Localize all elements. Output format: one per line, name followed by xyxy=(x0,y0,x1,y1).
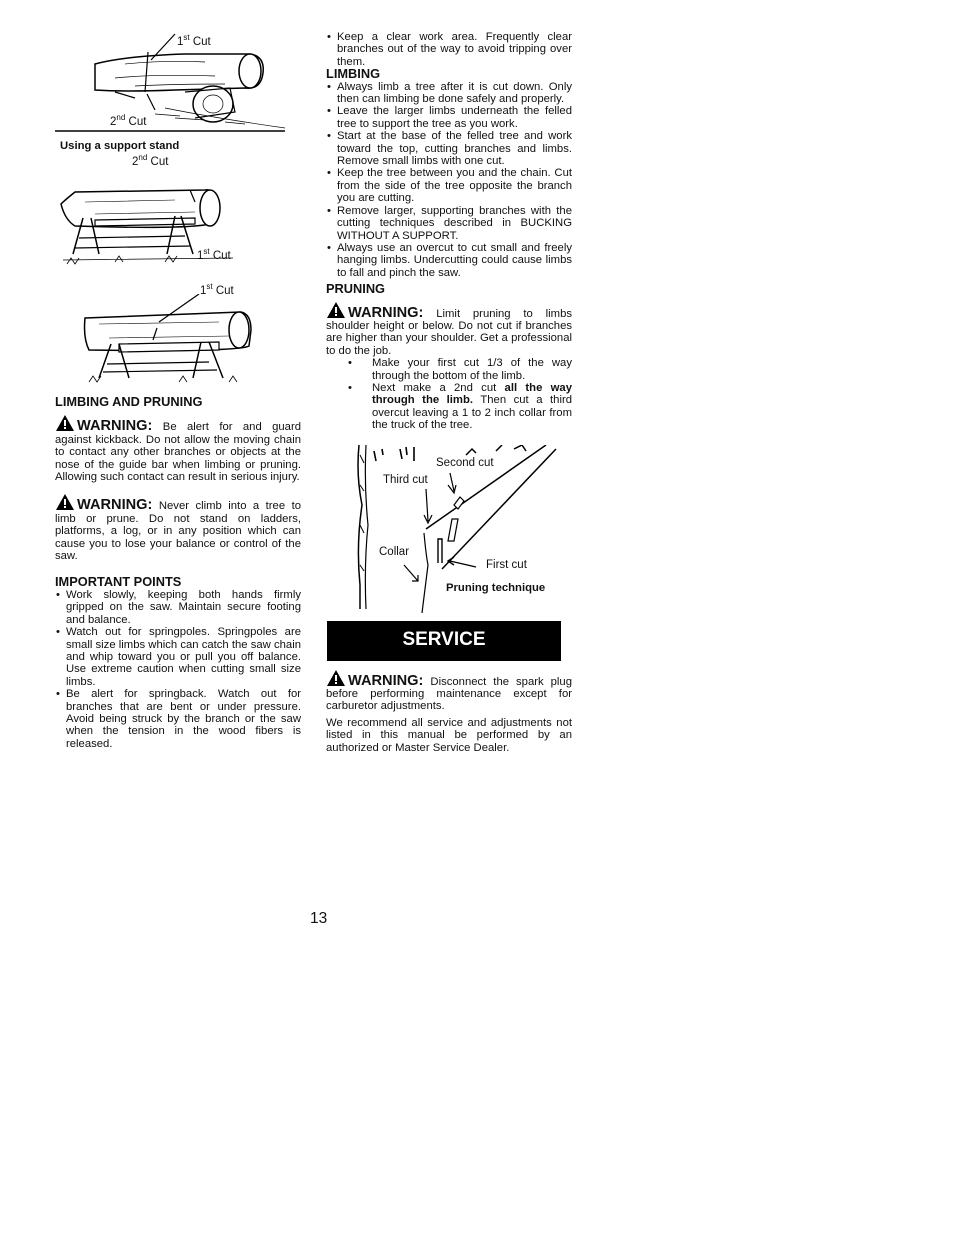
pruning-warning xyxy=(326,301,572,358)
list-item xyxy=(326,382,572,432)
right-column xyxy=(326,31,572,754)
list-item: • Always use an overcut to cut small and freely hanging limbs. Undercutting could cause limbs to fall and pinch the saw. xyxy=(326,242,572,279)
label-1st-cut: 1st Cut xyxy=(200,282,234,297)
step-emphasis: all the way through the limb. xyxy=(372,381,572,407)
list-item xyxy=(326,357,572,382)
list-item: • Leave the larger limbs underneath the felled tree to support the tree as you work. xyxy=(326,105,572,130)
label-1st-cut: 1st Cut xyxy=(177,33,211,48)
service-note: We recommend all service and adjustments not listed in this manual be performed by an authorized or Master Service Dealer. xyxy=(326,716,572,754)
list-item: • Start at the base of the felled tree and work toward the top, cutting branches and limbs. Remove small limbs with one cut. xyxy=(326,130,572,167)
warning-label: WARNING: xyxy=(348,672,424,689)
pruning-steps-list xyxy=(326,357,572,431)
list-item: • Keep the tree between you and the chain. Cut from the side of the tree opposite the branch you are cutting. xyxy=(326,167,572,204)
kickback-warning xyxy=(55,414,301,483)
label-1st-cut: 1st Cut xyxy=(197,247,231,262)
top-list xyxy=(326,31,572,68)
left-column xyxy=(55,28,301,750)
important-points-heading: IMPORTANT POINTS xyxy=(55,574,182,590)
list-item: • Remove larger, supporting branches with the cutting techniques described in BUCKING WITHOUT A SUPPORT. xyxy=(326,205,572,242)
step-text: Then cut a third overcut leaving a 1 to 2 inch collar from the truck of the tree. xyxy=(372,394,573,432)
warning-icon xyxy=(55,493,75,511)
step-text: Make your first cut 1/3 of the way through the bottom of the limb. xyxy=(372,357,572,382)
limbing-pruning-heading: LIMBING AND PRUNING xyxy=(55,394,203,409)
warning-text: Be alert for and guard against kickback. Do not allow the moving chain to contact any other branches or objects at the nose of the guide bar when limbing or pruning. Allowing such contact can result in serious injury. xyxy=(55,421,301,484)
page-number: 13 xyxy=(310,910,328,927)
label-2nd-cut: 2nd Cut xyxy=(132,153,169,168)
label-second-cut: Second cut xyxy=(436,456,494,469)
warning-icon xyxy=(326,669,346,687)
label-2nd-cut: 2nd Cut xyxy=(110,113,147,128)
warning-label: WARNING: xyxy=(77,497,153,514)
step-text: Next make a 2nd cut xyxy=(372,381,505,394)
limbing-heading: LIMBING xyxy=(326,66,381,82)
warning-text: Never climb into a tree to limb or prune. Do not stand on ladders, platforms, a log, or in any position which can cause you to lose your balance or control of the saw. xyxy=(55,500,301,563)
support-stand-figure-2 xyxy=(55,270,301,380)
warning-text: Limit pruning to limbs shoulder height or below. Do not cut if branches are higher than your shoulder. Get a professional to do the job. xyxy=(326,307,572,357)
list-item: • Watch out for springpoles. Springpoles are small size limbs which can catch the saw chain and whip toward you or pull you off balance. Use extreme caution when cutting small size limbs. xyxy=(55,626,301,688)
warning-text: Disconnect the spark plug before performing maintenance except for carburetor adjustments. xyxy=(326,675,572,713)
log-on-ground-illustration xyxy=(55,28,287,132)
important-points-list xyxy=(55,589,301,750)
service-title: SERVICE xyxy=(402,629,486,651)
warning-label: WARNING: xyxy=(77,418,153,435)
warning-icon xyxy=(55,414,75,432)
sawhorse-log-illustration-2 xyxy=(79,294,279,384)
list-item: • Work slowly, keeping both hands firmly gripped on the saw. Maintain secure footing and balance. xyxy=(55,589,301,626)
pruning-caption: Pruning technique xyxy=(446,581,546,594)
label-collar: Collar xyxy=(379,545,410,558)
bucking-figure xyxy=(55,28,301,132)
support-stand-figure xyxy=(55,140,301,268)
warning-icon xyxy=(326,301,346,319)
list-item: • Be alert for springback. Watch out for branches that are bent or under pressure. Avoid being struck by the branch or the saw when the tension in the wood fibers is released. xyxy=(55,688,301,750)
warning-label: WARNING: xyxy=(348,304,424,321)
service-banner xyxy=(327,621,561,661)
label-first-cut: First cut xyxy=(486,558,527,571)
pruning-heading: PRUNING xyxy=(326,281,386,297)
list-item: • Keep a clear work area. Frequently clear branches out of the way to avoid tripping over them. xyxy=(326,31,572,68)
support-stand-caption: Using a support stand xyxy=(60,140,180,152)
pruning-technique-figure xyxy=(326,445,572,613)
service-warning xyxy=(326,669,572,713)
climbing-warning xyxy=(55,493,301,562)
limbing-list xyxy=(326,81,572,280)
list-item: • Always limb a tree after it is cut down. Only then can limbing be done safely and properly. xyxy=(326,81,572,106)
label-third-cut: Third cut xyxy=(383,473,428,486)
